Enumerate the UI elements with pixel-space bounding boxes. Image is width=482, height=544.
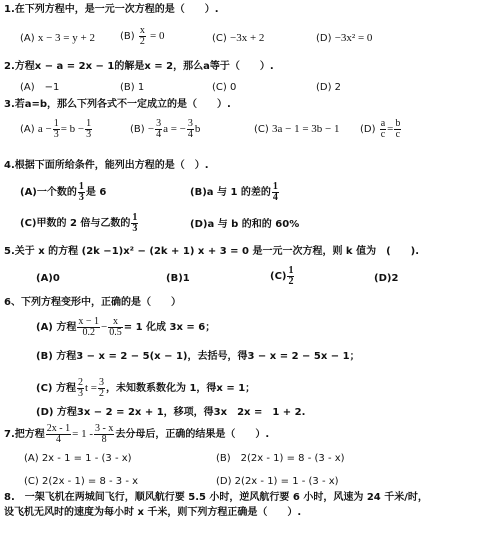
q3-option-c bbox=[254, 123, 339, 136]
q3-option-a bbox=[20, 117, 93, 142]
q3-option-c-expr: 3a − 1 = 3b − 1 bbox=[271, 123, 340, 135]
q3-option-a-mid: = b − bbox=[60, 123, 85, 135]
q3-option-a-lhs: a − bbox=[37, 123, 52, 135]
q4-option-a-fraction: $\frac{1}{3}$ bbox=[78, 180, 84, 203]
q3-option-b-sign: − bbox=[147, 123, 155, 135]
q6-option-c-text: (C) 方程 bbox=[36, 383, 76, 394]
q2-stem: 2.方程x − a = 2x − 1的解是x = 2，那么a等于（ ）. bbox=[4, 61, 274, 72]
q3-option-b bbox=[130, 117, 200, 142]
q1-option-a bbox=[20, 32, 95, 45]
q6-option-c-fraction-2: $\frac{3}{2}$ bbox=[98, 376, 104, 399]
q6-option-c-mid: t = bbox=[84, 382, 97, 394]
q7-stem-mid: = 1 - bbox=[72, 428, 93, 440]
q1-option-c bbox=[212, 32, 264, 45]
q3-option-c-label: (C) bbox=[254, 124, 269, 135]
q6-stem: 6、下列方程变形中，正确的是（ ） bbox=[4, 297, 181, 308]
q7-option-d: (D) 2(2x - 1) = 1 - (3 - x) bbox=[216, 476, 339, 487]
q8-stem-line-2: 设飞机无风时的速度为每小时 x 千米，则下列方程正确是（ ）. bbox=[4, 507, 302, 518]
q6-option-a-text: (A) 方程 bbox=[36, 322, 77, 333]
q6-option-c bbox=[36, 375, 255, 402]
q6-option-a bbox=[36, 314, 215, 341]
q3-option-b-fraction-2: $\frac{3}{4}$ bbox=[187, 117, 193, 140]
q3-option-d-label: (D) bbox=[360, 124, 376, 135]
q5-option-c-fraction: $\frac{1}{2}$ bbox=[288, 264, 294, 287]
q1-option-c-expr: −3x + 2 bbox=[229, 32, 265, 44]
q7-stem-tail: 去分母后，正确的结果是（ ）. bbox=[115, 429, 270, 440]
q2-option-c: (C) 0 bbox=[212, 82, 237, 93]
q4-option-c-text: (C)甲数的 2 倍与乙数的 bbox=[20, 218, 131, 229]
q1-option-a-expr: x − 3 = y + 2 bbox=[37, 32, 95, 44]
q2-option-d: (D) 2 bbox=[316, 82, 342, 93]
q3-option-b-label: (B) bbox=[130, 124, 145, 135]
q1-option-b-label: (B) bbox=[120, 31, 135, 42]
q5-option-b: (B)1 bbox=[166, 273, 190, 284]
q6-option-a-tail: = 1 化成 3x = 6； bbox=[123, 322, 216, 333]
q1-option-d-expr: −3x² = 0 bbox=[334, 32, 373, 44]
q1-stem: 1.在下列方程中，是一元一次方程的是（ ）. bbox=[4, 4, 219, 15]
q7-option-c: (C) 2(2x - 1) = 8 - 3 - x bbox=[24, 476, 139, 487]
q3-option-d-eq: = bbox=[387, 123, 394, 135]
q6-option-a-fraction-1: $\frac{x - 1}{0.2}$ bbox=[78, 315, 100, 338]
q4-option-a-text: (A)一个数的 bbox=[20, 187, 77, 198]
q4-option-b bbox=[190, 181, 280, 205]
q1-option-a-label: (A) bbox=[20, 33, 35, 44]
q3-option-a-fraction-2: $\frac{1}{3}$ bbox=[86, 117, 92, 140]
q3-option-a-label: (A) bbox=[20, 124, 35, 135]
q1-option-b-fraction: $\frac{x}{2}$ bbox=[139, 24, 145, 47]
q4-option-c bbox=[20, 212, 139, 236]
q4-option-d: (D)a 与 b 的和的 60% bbox=[190, 219, 300, 230]
q3-option-b-fraction-1: $\frac{3}{4}$ bbox=[156, 117, 162, 140]
q5-option-c bbox=[270, 265, 295, 289]
q3-stem: 3.若a=b，那么下列各式不一定成立的是（ ）. bbox=[4, 99, 231, 110]
q7-fraction-2: $\frac{3 - x}{8}$ bbox=[94, 422, 114, 445]
q6-option-a-minus: − bbox=[101, 321, 108, 333]
q2-option-b: (B) 1 bbox=[120, 82, 145, 93]
q7-option-a: (A) 2x - 1 = 1 - (3 - x) bbox=[24, 453, 132, 464]
q1-option-d-label: (D) bbox=[316, 33, 332, 44]
q1-option-b-rhs: = 0 bbox=[150, 30, 165, 42]
q4-option-c-fraction: $\frac{1}{3}$ bbox=[132, 211, 138, 234]
q6-option-a-fraction-2: $\frac{x}{0.5}$ bbox=[109, 315, 122, 338]
q5-option-d: (D)2 bbox=[374, 273, 399, 284]
q4-option-b-text: (B)a 与 1 的差的 bbox=[190, 187, 271, 198]
q7-option-b: (B) 2(2x - 1) = 8 - (3 - x) bbox=[216, 453, 345, 464]
q4-option-a-tail: 是 6 bbox=[85, 187, 107, 198]
q6-option-c-fraction-1: $\frac{2}{3}$ bbox=[77, 376, 83, 399]
q3-option-b-mid: a = − bbox=[163, 123, 186, 135]
q8-stem-line-1: 8. 一架飞机在两城间飞行，顺风航行要 5.5 小时，逆风航行要 6 小时，风速为 24 千米/时， bbox=[4, 492, 428, 503]
q5-option-c-label: (C) bbox=[270, 271, 287, 282]
q3-option-d-fraction-1: $\frac{a}{c}$ bbox=[380, 117, 386, 140]
q1-option-d bbox=[316, 32, 372, 45]
q1-option-c-label: (C) bbox=[212, 33, 227, 44]
q6-option-b: (B) 方程3 − x = 2 − 5(x − 1)，去括号，得3 − x = 2 − 5x − 1； bbox=[36, 351, 360, 362]
q7-fraction-1: $\frac{2x - 1}{4}$ bbox=[46, 422, 71, 445]
q4-option-a bbox=[20, 181, 106, 205]
q4-option-b-fraction: $\frac{1}{4}$ bbox=[272, 180, 278, 203]
q5-stem: 5.关于 x 的方程 (2k −1)x² − (2k + 1) x + 3 = 0 是一元一次方程，则 k 值为 ( ). bbox=[4, 246, 420, 257]
q5-option-a: (A)0 bbox=[36, 273, 60, 284]
q3-option-b-var: b bbox=[194, 123, 201, 135]
q3-option-d bbox=[360, 117, 402, 142]
q2-option-a: (A) −1 bbox=[20, 82, 60, 93]
q3-option-a-fraction-1: $\frac{1}{3}$ bbox=[53, 117, 59, 140]
q3-option-d-fraction-2: $\frac{b}{c}$ bbox=[395, 117, 401, 140]
q6-option-c-tail: ，未知数系数化为 1，得x = 1； bbox=[105, 383, 256, 394]
q7-stem bbox=[4, 421, 269, 448]
q6-option-d: (D) 方程3x − 2 = 2x + 1，移项，得3x 2x = 1 + 2. bbox=[36, 407, 306, 418]
q4-stem: 4.根据下面所给条件，能列出方程的是（ ）. bbox=[4, 160, 209, 171]
q1-option-b bbox=[120, 24, 165, 49]
q7-stem-text: 7.把方程 bbox=[4, 429, 45, 440]
